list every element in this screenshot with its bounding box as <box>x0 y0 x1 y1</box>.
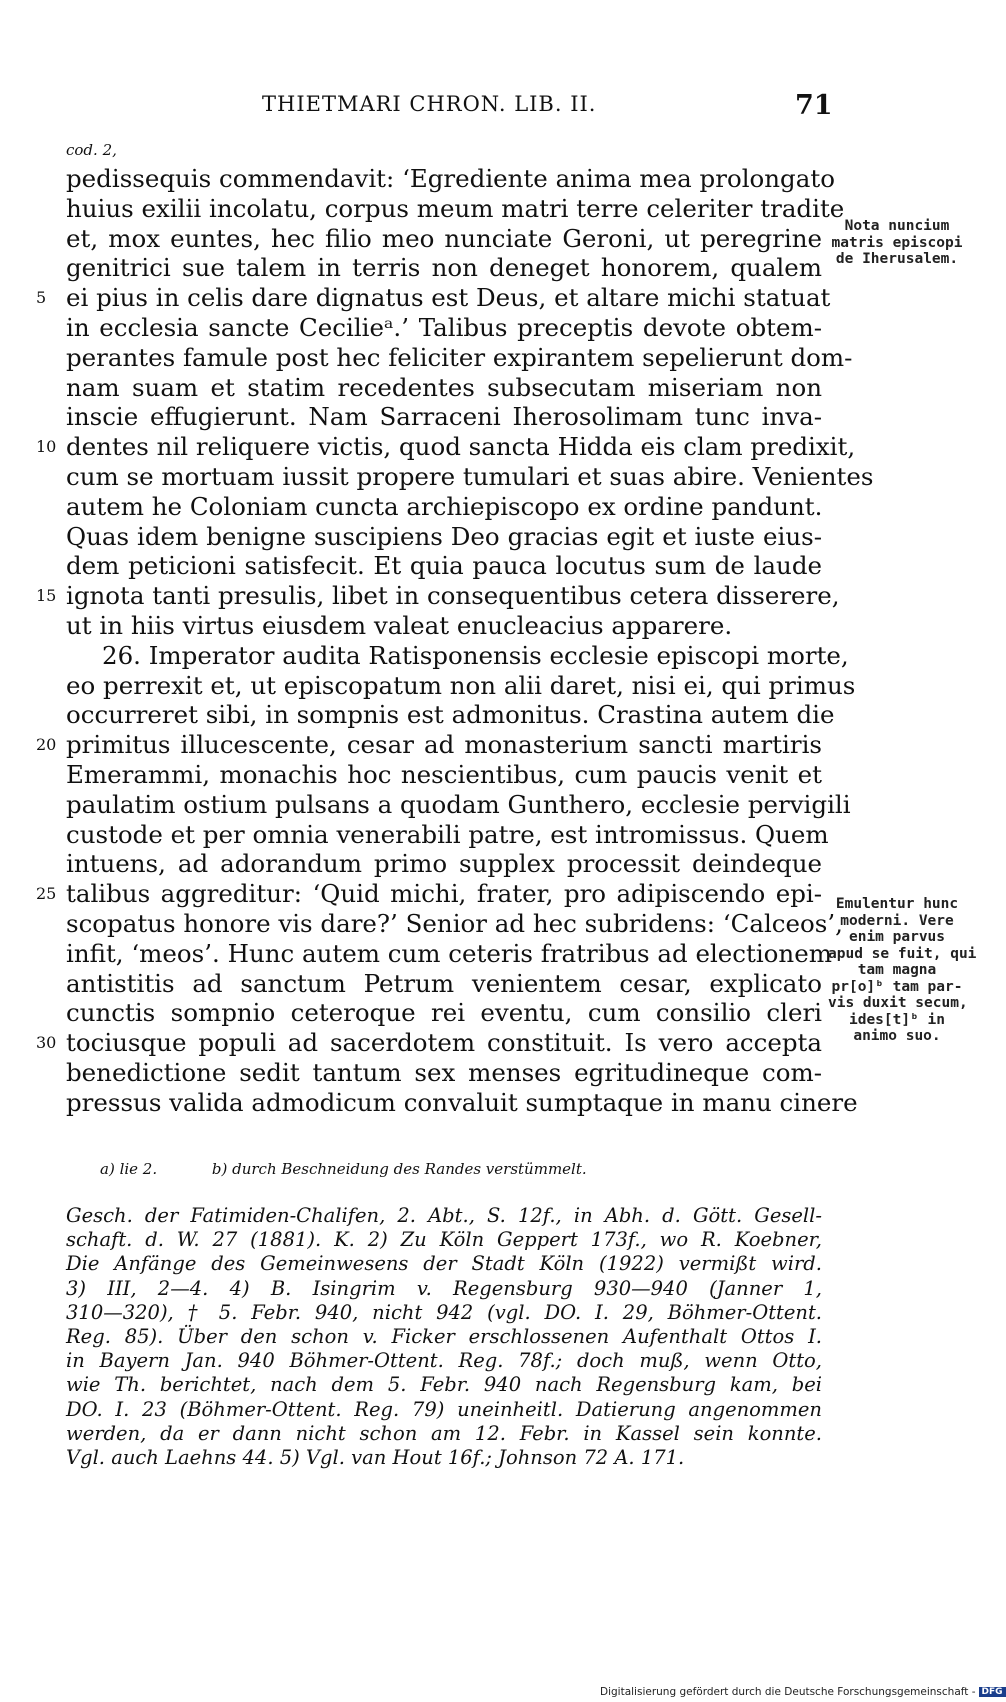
margin-note-line: Nota nuncium <box>844 218 950 234</box>
line-text: cum se mortuam iussit propere tumulari et suas abire. Venientes <box>66 461 874 491</box>
text-line <box>66 461 874 492</box>
page-number: 71 <box>795 90 833 121</box>
line-text: scopatus honore vis dare?’ Senior ad hec subridens: ‘Calceos’, <box>66 908 843 938</box>
line-number: 5 <box>36 288 47 308</box>
text-line <box>66 611 822 641</box>
commentary-line: in Bayern Jan. 940 Böhmer-Ottent. Reg. 78f.; doch muß, wenn Otto, <box>66 1349 822 1373</box>
text-line <box>66 789 851 820</box>
margin-note-line: pr[o]ᵇ tam par- <box>831 978 963 995</box>
text-line <box>66 938 832 969</box>
line-text: ei pius in celis dare dignatus est Deus, et altare michi statuat <box>66 283 831 313</box>
line-text: ut in hiis virtus eiusdem valeat enucleacius apparere. <box>66 610 733 640</box>
commentary-line: werden, da er dann nicht schon am 12. Febr. in Kassel sein konnte. <box>66 1421 822 1445</box>
line-text: pressus valida admodicum convaluit sumptaque in manu cinere <box>66 1087 858 1117</box>
text-line <box>66 551 822 581</box>
text-line <box>66 342 853 373</box>
line-text: dem peticioni satisfecit. Et quia pauca locutus sum de laude <box>66 551 822 581</box>
codex-note: cod. 2, <box>66 141 117 159</box>
text-line <box>36 283 831 313</box>
text-line <box>66 998 822 1028</box>
footer-credit <box>600 1686 1006 1698</box>
line-text: nam suam et statim recedentes subsecutam miseriam non <box>66 372 822 402</box>
commentary-line: DO. I. 23 (Böhmer-Ottent. Reg. 79) uneinheitl. Datierung angenommen <box>66 1397 822 1421</box>
line-text: ignota tanti presulis, libet in consequentibus cetera disserere, <box>66 581 840 611</box>
line-text: huius exilii incolatu, corpus meum matri terre celeriter tradite <box>66 193 845 223</box>
line-number: 25 <box>36 884 57 904</box>
line-text: intuens, ad adorandum primo supplex processit deindeque <box>66 849 822 879</box>
text-line <box>66 700 835 730</box>
line-text: paulatim ostium pulsans a quodam Gunthero, ecclesie pervigili <box>66 789 851 819</box>
text-line <box>66 1087 858 1118</box>
apparatus-note-a: a) lie 2. <box>100 1160 158 1178</box>
margin-note-emulentur <box>828 896 977 1045</box>
margin-note-line: ides[t]ᵇ in <box>848 1011 946 1028</box>
line-text: et, mox euntes, hec filio meo nunciate Geroni, ut peregrine <box>66 223 822 253</box>
running-header: THIETMARI CHRON. LIB. II. <box>262 92 597 116</box>
line-text: pedissequis commendavit: ‘Egrediente anima mea prolongato <box>66 164 835 193</box>
margin-note-nuncium <box>828 218 966 268</box>
line-text: occurreret sibi, in sompnis est admonitus. Crastina autem die <box>66 700 835 730</box>
line-text: cunctis sompnio ceteroque rei eventu, cum consilio cleri <box>66 998 822 1028</box>
line-text: 26. Imperator audita Ratisponensis ecclesie episcopi morte, <box>102 640 849 670</box>
line-number: 30 <box>36 1033 57 1053</box>
commentary-line: Reg. 85). Über den schon v. Ficker erschlossenen Aufenthalt Ottos I. <box>66 1324 822 1348</box>
text-line <box>66 193 845 224</box>
text-line <box>66 849 822 879</box>
line-text: eo perrexit et, ut episcopatum non alii daret, nisi ei, qui primus <box>66 670 856 700</box>
main-text-block <box>36 164 874 1118</box>
commentary-line: Vgl. auch Laehns 44. 5) Vgl. van Hout 16f.; Johnson 72 A. 171. <box>66 1445 685 1469</box>
margin-note-line: animo suo. <box>853 1028 941 1044</box>
margin-note-line: moderni. Vere <box>840 912 954 929</box>
text-line <box>66 373 822 403</box>
margin-note-line: apud se fuit, qui <box>828 945 977 962</box>
line-text: Emerammi, monachis hoc nescientibus, cum paucis venit et <box>66 759 822 789</box>
text-line <box>66 908 843 939</box>
margin-note-line: vis duxit secum, <box>828 995 968 1011</box>
commentary-line: Gesch. der Fatimiden-Chalifen, 2. Abt., S. 12f., in Abh. d. Gött. Gesell- <box>66 1204 822 1227</box>
commentary-footnotes <box>66 1204 822 1470</box>
text-line <box>66 253 822 283</box>
text-line <box>66 819 829 850</box>
text-line <box>36 1028 822 1058</box>
line-text: antistitis ad sanctum Petrum venientem cesar, explicato <box>66 968 822 998</box>
line-text: in ecclesia sancte Cecilieᵃ.’ Talibus preceptis devote obtem- <box>66 312 822 342</box>
text-line <box>66 1058 822 1088</box>
dfg-logo: DFG <box>979 1687 1006 1697</box>
commentary-line: Die Anfänge des Gemeinwesens der Stadt Köln (1922) vermißt wird. <box>66 1252 822 1276</box>
commentary-line: wie Th. berichtet, nach dem 5. Febr. 940 nach Regensburg kam, bei <box>66 1373 822 1397</box>
text-line <box>66 313 822 343</box>
line-text: genitrici sue talem in terris non deneget honorem, qualem <box>66 253 822 283</box>
commentary-line: 310—320), † 5. Febr. 940, nicht 942 (vgl. DO. I. 29, Böhmer-Ottent. <box>66 1300 822 1324</box>
text-line <box>66 670 856 701</box>
line-number: 20 <box>36 735 57 755</box>
margin-note-line: tam magna <box>857 962 937 978</box>
line-text: custode et per omnia venerabili patre, est intromissus. Quem <box>66 819 829 849</box>
margin-note-line: Emulentur hunc <box>835 896 959 912</box>
line-number: 10 <box>36 437 57 457</box>
line-text: inscie effugierunt. Nam Sarraceni Iherosolimam tunc inva- <box>66 402 822 432</box>
line-text: tociusque populi ad sacerdotem constituit. Is vero accepta <box>66 1028 822 1058</box>
commentary-line: 3) III, 2—4. 4) B. Isingrim v. Regensburg 930—940 (Janner 1, <box>66 1276 822 1300</box>
text-line <box>36 730 822 760</box>
text-line <box>66 522 822 552</box>
text-line <box>66 402 822 432</box>
margin-note-line: enim parvus <box>848 929 946 945</box>
line-text: dentes nil reliquere victis, quod sancta Hidda eis clam predixit, <box>66 432 856 462</box>
line-number: 15 <box>36 586 57 606</box>
text-line <box>36 879 822 909</box>
critical-apparatus <box>100 1160 637 1178</box>
line-text: primitus illucescente, cesar ad monasterium sancti martiris <box>66 730 822 760</box>
commentary-line: schaft. d. W. 27 (1881). K. 2) Zu Köln Geppert 173f., wo R. Koebner, <box>66 1228 822 1252</box>
text-line <box>66 492 822 522</box>
line-text: benedictione sedit tantum sex menses egritudineque com- <box>66 1057 822 1087</box>
text-line <box>36 581 840 611</box>
text-line <box>66 760 822 790</box>
line-text: perantes famule post hec feliciter expirantem sepelierunt dom- <box>66 342 853 372</box>
text-line <box>66 164 835 194</box>
line-text: talibus aggreditur: ‘Quid michi, frater, pro adipiscendo epi- <box>66 879 822 909</box>
text-line <box>66 640 849 671</box>
apparatus-note-b: b) durch Beschneidung des Randes verstümmelt. <box>211 1160 587 1178</box>
margin-note-line: matris episcopi <box>831 234 963 251</box>
line-text: Quas idem benigne suscipiens Deo gracias egit et iuste eius- <box>66 521 822 551</box>
text-line <box>36 432 856 462</box>
line-text: infit, ‘meos’. Hunc autem cum ceteris fratribus ad electionem <box>66 938 832 968</box>
margin-note-line: de Iherusalem. <box>835 251 959 267</box>
line-text: autem he Coloniam cuncta archiepiscopo ex ordine pandunt. <box>66 491 823 521</box>
text-line <box>66 224 822 254</box>
text-line <box>66 969 822 999</box>
footer-text: Digitalisierung gefördert durch die Deutsche Forschungsgemeinschaft - <box>600 1686 976 1698</box>
